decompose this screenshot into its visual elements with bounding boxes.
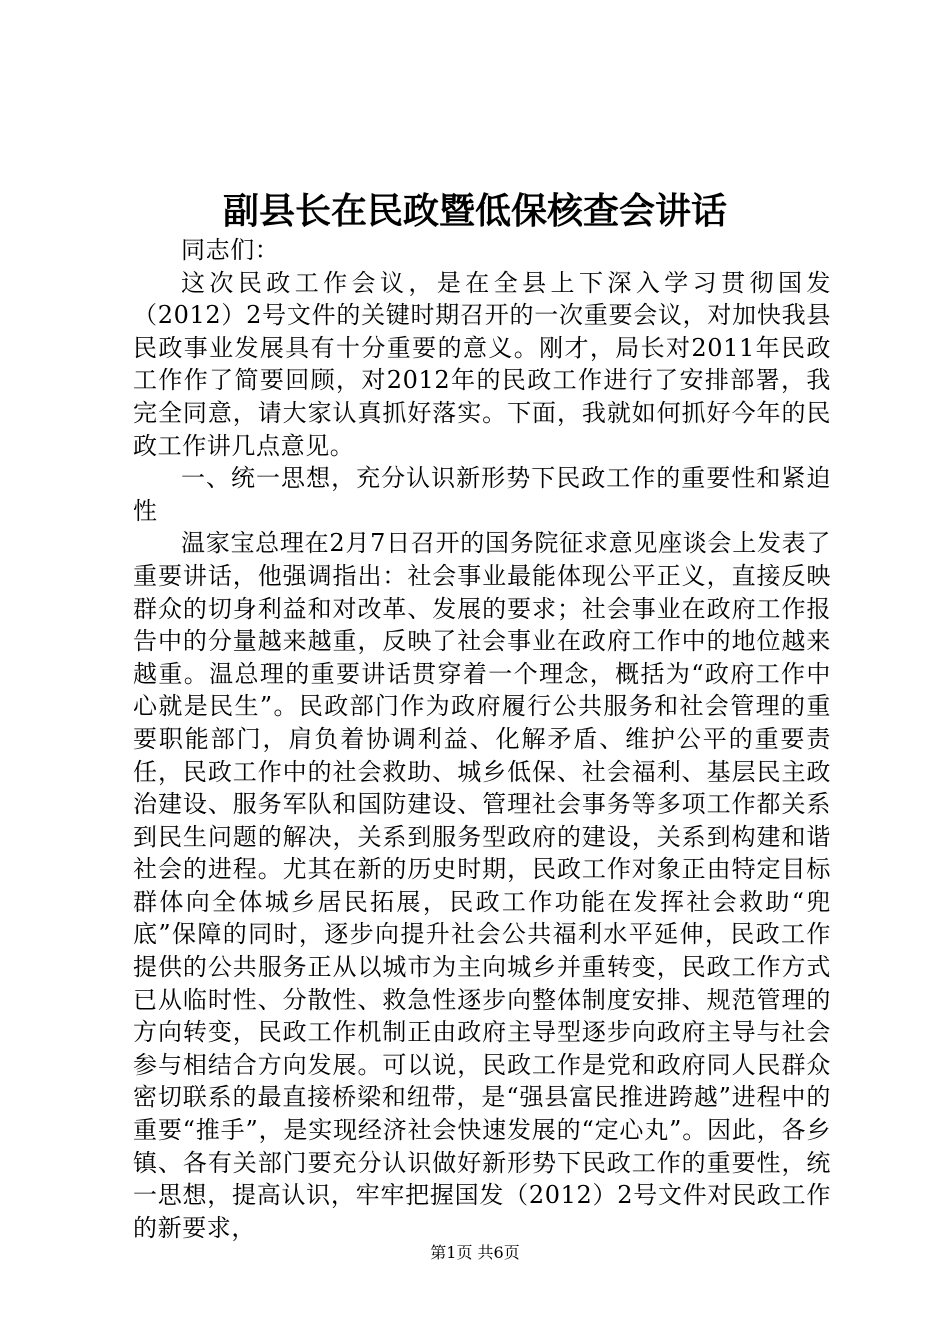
paragraph-body: 温家宝总理在2月7日召开的国务院征求意见座谈会上发表了重要讲话，他强调指出：社会事业最能体现公平正义，直接反映群众的切身利益和对改革、发展的要求；社会事业在政府工作报告中的分量越来越重，反映了社会事业在政府工作中的地位越来越重。温总理的重要讲话贯穿着一个理念，概括为“政府工作中心就是民生”。民政部门作为政府履行公共服务和社会管理的重要职能部门，肩负着协调利益、化解矛盾、维护公平的重要责任，民政工作中的社会救助、城乡低保、社会福利、基层民主政治建设、服务军队和国防建设、管理社会事务等多项工作都关系到民生问题的解决，关系到服务型政府的建设，关系到构建和谐社会的进程。尤其在新的历史时期，民政工作对象正由特定目标群体向全体城乡居民拓展，民政工作功能在发挥社会救助“兜底”保障的同时，逐步向提升社会公共福利水平延伸，民政工作提供的公共服务正从以城市为主向城乡并重转变，民政工作方式已从临时性、分散性、救急性逐步向整体制度安排、规范管理的方向转变，民政工作机制正由政府主导型逐步向政府主导与社会参与相结合方向发展。可以说，民政工作是党和政府同人民群众密切联系的最直接桥梁和纽带，是“强县富民推进跨越”进程中的重要“推手”，是实现经济社会快速发展的“定心丸”。因此，各乡镇、各有关部门要充分认识做好新形势下民政工作的重要性，统一思想，提高认识，牢牢把握国发（2012）2号文件对民政工作的新要求， xyxy=(133,529,831,1242)
page-footer: 第1页 共6页 xyxy=(430,1243,520,1262)
paragraph-intro: 这次民政工作会议，是在全县上下深入学习贯彻国发（2012）2号文件的关键时期召开的一次重要会议，对加快我县民政事业发展具有十分重要的意义。刚才，局长对2011年民政工作作了简要回顾，对2012年的民政工作进行了安排部署，我完全同意，请大家认真抓好落实。下面，我就如何抓好今年的民政工作讲几点意见。 xyxy=(133,268,831,460)
document-title: 副县长在民政暨低保核查会讲话 xyxy=(222,190,727,232)
document-body xyxy=(133,234,831,1244)
salutation: 同志们： xyxy=(181,236,280,264)
section-heading-1: 一、统一思想，充分认识新形势下民政工作的重要性和紧迫性 xyxy=(133,464,831,525)
